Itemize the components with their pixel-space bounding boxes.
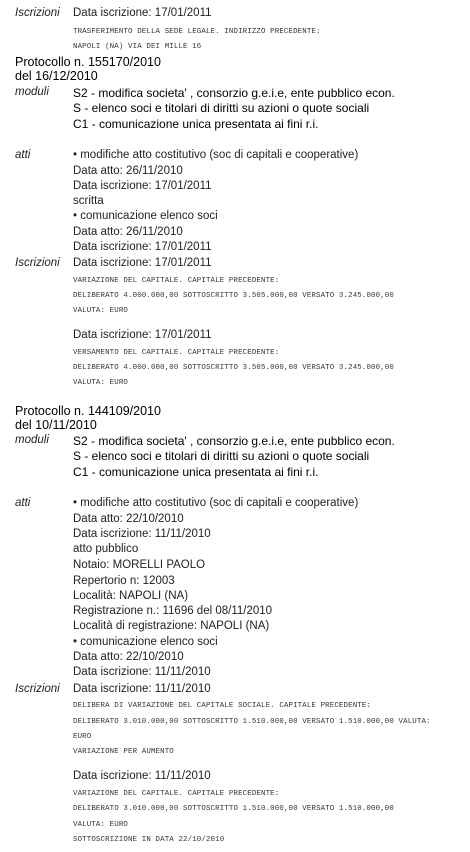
- modulo-item: S2 - modifica societa' , consorzio g.e.i.e, ente pubblico econ.: [73, 86, 395, 100]
- modulo-item: C1 - comunicazione unica presentata ai fini r.i.: [73, 117, 319, 131]
- atti-label: atti: [15, 149, 31, 161]
- modulo-item: C1 - comunicazione unica presentata ai fini r.i.: [73, 465, 319, 479]
- mono-line: VALUTA: EURO: [73, 821, 129, 829]
- mono-line: VALUTA: EURO: [73, 307, 129, 315]
- iscrizioni-label: Iscrizioni: [15, 257, 60, 269]
- atto-line: • comunicazione elenco soci: [73, 210, 218, 222]
- data-iscrizione: Data iscrizione: 11/11/2010: [73, 770, 211, 782]
- atto-line: Data iscrizione: 17/01/2011: [73, 180, 212, 192]
- moduli-label: moduli: [15, 86, 49, 98]
- atto-line: • modifiche atto costitutivo (soc di capitali e cooperative): [73, 497, 359, 509]
- protocol-date: del 16/12/2010: [15, 69, 98, 83]
- mono-line: DELIBERATO 4.000.000,00 SOTTOSCRITTO 3.505.000,00 VERSATO 3.245.000,00: [73, 364, 394, 372]
- atto-line: atto pubblico: [73, 543, 139, 555]
- mono-line: DELIBERA DI VARIAZIONE DEL CAPITALE SOCIALE. CAPITALE PRECEDENTE:: [73, 702, 372, 710]
- mono-line: EURO: [73, 733, 92, 741]
- atto-line: • comunicazione elenco soci: [73, 636, 218, 648]
- atto-line: scritta: [73, 195, 104, 207]
- atto-line: Data iscrizione: 11/11/2010: [73, 528, 211, 540]
- data-iscrizione: Data iscrizione: 17/01/2011: [73, 257, 212, 269]
- modulo-item: S2 - modifica societa' , consorzio g.e.i.e, ente pubblico econ.: [73, 434, 395, 448]
- atto-line: Data atto: 26/11/2010: [73, 165, 183, 177]
- atto-line: Località: NAPOLI (NA): [73, 590, 189, 602]
- mono-line: SOTTOSCRIZIONE IN DATA 22/10/2010: [73, 836, 225, 844]
- mono-line: VARIAZIONE PER AUMENTO: [73, 748, 174, 756]
- moduli-label: moduli: [15, 434, 49, 446]
- atto-line: • modifiche atto costitutivo (soc di capitali e cooperative): [73, 149, 359, 161]
- mono-line: DELIBERATO 3.010.000,00 SOTTOSCRITTO 1.510.000,00 VERSATO 1.510.000,00 VALUTA:: [73, 718, 431, 726]
- data-iscrizione: Data iscrizione: 11/11/2010: [73, 683, 211, 695]
- atto-line: Data iscrizione: 17/01/2011: [73, 241, 212, 253]
- iscrizioni-label: Iscrizioni: [15, 683, 60, 695]
- mono-line: DELIBERATO 3.010.000,00 SOTTOSCRITTO 1.510.000,00 VERSATO 1.510.000,00: [73, 805, 394, 813]
- protocol-title: Protocollo n. 144109/2010: [15, 404, 161, 418]
- atto-line: Repertorio n: 12003: [73, 575, 175, 587]
- atto-line: Data iscrizione: 11/11/2010: [73, 666, 211, 678]
- mono-line: VALUTA: EURO: [73, 379, 129, 387]
- modulo-item: S - elenco soci e titolari di diritti su azioni o quote sociali: [73, 449, 370, 463]
- data-iscrizione: Data iscrizione: 17/01/2011: [73, 329, 212, 341]
- protocol-title: Protocollo n. 155170/2010: [15, 55, 161, 69]
- mono-line: VERSAMENTO DEL CAPITALE. CAPITALE PRECEDENTE:: [73, 349, 280, 357]
- atto-line: Registrazione n.: 11696 del 08/11/2010: [73, 605, 273, 617]
- atto-line: Notaio: MORELLI PAOLO: [73, 559, 206, 571]
- atto-line: Data atto: 26/11/2010: [73, 226, 183, 238]
- protocol-date: del 10/11/2010: [15, 418, 97, 432]
- mono-line: TRASFERIMENTO DELLA SEDE LEGALE. INDIRIZZO PRECEDENTE:: [73, 28, 321, 36]
- modulo-item: S - elenco soci e titolari di diritti su azioni o quote sociali: [73, 101, 370, 115]
- atto-line: Data atto: 22/10/2010: [73, 651, 184, 663]
- atto-line: Località di registrazione: NAPOLI (NA): [73, 620, 270, 632]
- iscrizioni-label: Iscrizioni: [15, 7, 60, 19]
- mono-line: VARIAZIONE DEL CAPITALE. CAPITALE PRECEDENTE:: [73, 277, 280, 285]
- mono-line: VARIAZIONE DEL CAPITALE. CAPITALE PRECEDENTE:: [73, 790, 280, 798]
- atto-line: Data atto: 22/10/2010: [73, 513, 184, 525]
- atti-label: atti: [15, 497, 31, 509]
- data-iscrizione: Data iscrizione: 17/01/2011: [73, 7, 212, 19]
- mono-line: DELIBERATO 4.000.000,00 SOTTOSCRITTO 3.505.000,00 VERSATO 3.245.000,00: [73, 292, 394, 300]
- mono-line: NAPOLI (NA) VIA DEI MILLE 16: [73, 43, 202, 51]
